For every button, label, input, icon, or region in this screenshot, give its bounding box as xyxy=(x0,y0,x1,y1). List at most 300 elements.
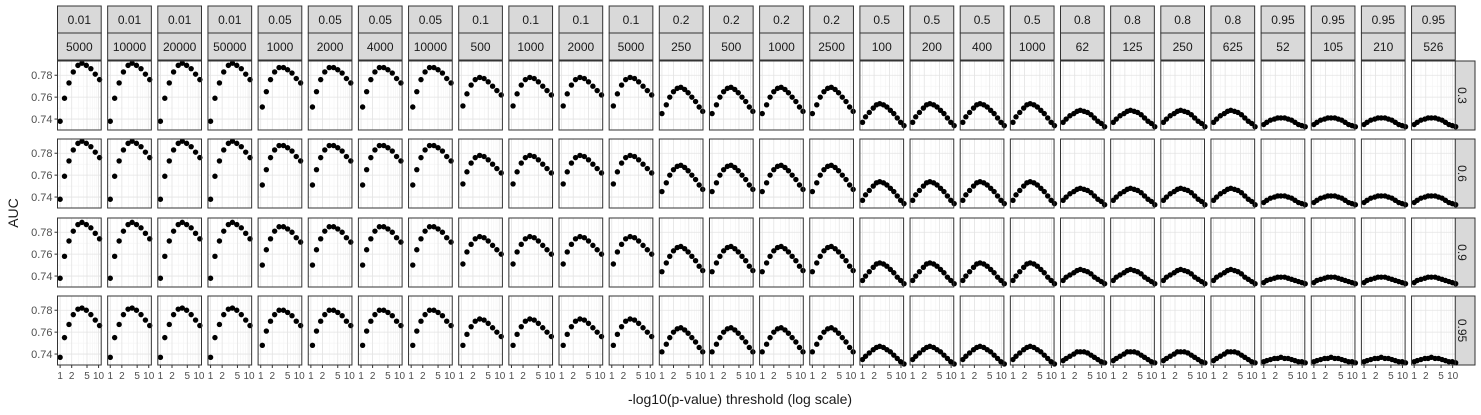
x-tick-label: 5 xyxy=(84,371,90,382)
data-point xyxy=(318,155,323,160)
column-strip-bottom-label: 400 xyxy=(972,40,993,54)
data-point xyxy=(619,324,624,329)
data-point xyxy=(158,119,163,124)
x-tick-label: 5 xyxy=(1237,371,1244,382)
data-point xyxy=(590,83,595,88)
data-point xyxy=(586,79,591,84)
data-point xyxy=(640,83,645,88)
column-strip-bottom-label: 250 xyxy=(1172,40,1193,54)
data-point xyxy=(448,80,453,85)
data-point xyxy=(208,119,213,124)
data-point xyxy=(193,231,198,236)
data-point xyxy=(171,312,176,317)
data-point xyxy=(717,254,722,259)
data-point xyxy=(836,249,841,254)
data-point xyxy=(840,254,845,259)
data-point xyxy=(840,335,845,340)
data-point xyxy=(739,172,744,177)
data-point xyxy=(863,273,868,278)
column-strip-top-label: 0.8 xyxy=(1174,13,1191,27)
column-strip-top-label: 0.95 xyxy=(1421,13,1446,27)
data-point xyxy=(991,111,996,116)
data-point xyxy=(693,258,698,263)
x-tick-label: 10 xyxy=(544,371,556,382)
column-strip-bottom-label: 2000 xyxy=(316,40,344,54)
data-point xyxy=(1042,270,1047,275)
data-point xyxy=(810,269,815,274)
data-point xyxy=(586,321,591,326)
data-point xyxy=(188,66,193,71)
data-point xyxy=(385,145,390,150)
x-tick-label: 2 xyxy=(1372,371,1379,382)
column-strip-bottom-label: 625 xyxy=(1222,40,1243,54)
data-point xyxy=(747,182,752,187)
data-point xyxy=(895,115,900,120)
data-point xyxy=(714,102,719,107)
data-point xyxy=(239,312,244,317)
data-point xyxy=(863,114,868,119)
data-point xyxy=(348,239,353,244)
data-point xyxy=(285,67,290,72)
data-point xyxy=(62,96,67,101)
x-tick-label: 5 xyxy=(435,371,441,382)
data-point xyxy=(594,329,599,334)
data-point xyxy=(314,328,319,333)
data-point xyxy=(143,149,148,154)
data-point xyxy=(418,77,423,82)
x-tick-label: 5 xyxy=(485,371,491,382)
data-point xyxy=(184,308,189,313)
data-point xyxy=(294,318,299,323)
data-point xyxy=(171,228,176,233)
data-point xyxy=(709,349,714,354)
data-point xyxy=(84,222,89,227)
data-point xyxy=(108,197,113,202)
x-tick-label: 1 xyxy=(107,371,114,382)
data-point xyxy=(1010,198,1015,203)
data-point xyxy=(659,349,664,354)
column-strip-top-label: 0.01 xyxy=(117,13,142,27)
data-point xyxy=(847,182,852,187)
data-point xyxy=(540,325,545,330)
column-strip-bottom-label: 500 xyxy=(721,40,742,54)
y-tick-label: 0.78 xyxy=(31,148,53,161)
x-tick-label: 2 xyxy=(169,371,175,382)
column-strip-bottom-label: 105 xyxy=(1323,40,1344,54)
data-point xyxy=(448,158,453,163)
y-tick-label: 0.76 xyxy=(31,92,53,105)
data-point xyxy=(410,262,415,267)
data-point xyxy=(167,158,172,163)
x-tick-label: 1 xyxy=(809,371,816,382)
x-tick-label: 10 xyxy=(1396,371,1409,382)
data-point xyxy=(739,335,744,340)
data-point xyxy=(514,91,519,96)
data-point xyxy=(494,329,499,334)
data-point xyxy=(760,269,765,274)
column-strip-top-label: 0.2 xyxy=(672,13,690,27)
data-point xyxy=(569,82,574,87)
data-point xyxy=(843,339,848,344)
data-point xyxy=(418,318,423,323)
data-point xyxy=(390,313,395,318)
column-strip-bottom-label: 1000 xyxy=(1018,40,1046,54)
data-point xyxy=(435,67,440,72)
x-tick-label: 5 xyxy=(686,371,692,382)
data-point xyxy=(260,262,265,267)
data-point xyxy=(717,94,722,99)
data-point xyxy=(594,247,599,252)
data-point xyxy=(116,80,121,85)
data-point xyxy=(743,99,748,104)
data-point xyxy=(910,198,915,203)
data-point xyxy=(93,149,98,154)
data-point xyxy=(88,312,93,317)
x-tick-label: 5 xyxy=(1337,371,1344,382)
data-point xyxy=(843,177,848,182)
data-point xyxy=(171,147,176,152)
data-point xyxy=(991,270,996,275)
data-point xyxy=(786,90,791,95)
data-point xyxy=(810,111,815,116)
data-point xyxy=(364,328,369,333)
data-point xyxy=(264,89,269,94)
data-point xyxy=(234,141,239,146)
data-point xyxy=(840,172,845,177)
x-tick-label: 2 xyxy=(620,371,627,382)
column-strip-bottom-label: 526 xyxy=(1423,40,1444,54)
data-point xyxy=(519,242,524,247)
x-tick-label: 2 xyxy=(1222,371,1228,382)
x-tick-label: 5 xyxy=(184,371,191,382)
data-point xyxy=(696,263,701,268)
data-point xyxy=(221,312,226,317)
data-point xyxy=(71,69,76,74)
data-point xyxy=(910,278,915,283)
data-point xyxy=(71,228,76,233)
x-tick-label: 2 xyxy=(921,371,928,382)
x-tick-label: 10 xyxy=(1246,371,1258,382)
data-point xyxy=(689,335,694,340)
column-strip-bottom-label: 20000 xyxy=(162,40,197,54)
data-point xyxy=(519,160,524,165)
x-tick-label: 1 xyxy=(960,371,966,382)
data-point xyxy=(917,188,922,193)
data-point xyxy=(913,192,918,197)
x-tick-label: 2 xyxy=(1272,371,1279,382)
data-point xyxy=(917,110,922,115)
data-point xyxy=(1010,278,1015,283)
x-tick-label: 1 xyxy=(1260,371,1267,382)
data-point xyxy=(167,238,172,243)
data-point xyxy=(298,323,303,328)
data-point xyxy=(167,322,172,327)
x-tick-label: 5 xyxy=(1388,371,1394,382)
x-tick-label: 1 xyxy=(759,371,766,382)
data-point xyxy=(188,312,193,317)
column-strip-top-label: 0.01 xyxy=(218,13,242,27)
x-tick-label: 1 xyxy=(1210,371,1217,382)
data-point xyxy=(743,339,748,344)
x-tick-label: 2 xyxy=(269,371,276,382)
data-point xyxy=(121,312,126,317)
data-point xyxy=(565,91,570,96)
data-point xyxy=(460,181,465,186)
data-point xyxy=(93,71,98,76)
data-point xyxy=(664,102,669,107)
data-point xyxy=(891,111,896,116)
data-point xyxy=(193,149,198,154)
x-tick-label: 10 xyxy=(644,371,656,382)
data-point xyxy=(995,193,1000,198)
data-point xyxy=(599,170,604,175)
data-point xyxy=(121,69,126,74)
x-tick-label: 5 xyxy=(385,371,391,382)
x-tick-label: 1 xyxy=(458,371,465,382)
data-point xyxy=(486,79,491,84)
data-point xyxy=(134,63,139,68)
data-point xyxy=(510,181,515,186)
data-point xyxy=(514,249,519,254)
data-point xyxy=(410,343,415,348)
data-point xyxy=(57,276,62,281)
data-point xyxy=(368,318,373,323)
x-tick-label: 1 xyxy=(358,371,364,382)
data-point xyxy=(689,254,694,259)
data-point xyxy=(967,110,972,115)
data-point xyxy=(540,83,545,88)
data-point xyxy=(789,172,794,177)
data-point xyxy=(414,167,419,172)
data-point xyxy=(344,154,349,159)
x-tick-label: 10 xyxy=(143,371,155,382)
data-point xyxy=(339,70,344,75)
data-point xyxy=(344,318,349,323)
x-tick-label: 1 xyxy=(608,371,615,382)
data-point xyxy=(693,339,698,344)
data-point xyxy=(945,115,950,120)
data-point xyxy=(549,92,554,97)
data-point xyxy=(440,230,445,235)
x-tick-label: 10 xyxy=(93,371,105,382)
data-point xyxy=(714,260,719,265)
y-tick-label: 0.76 xyxy=(31,249,53,262)
data-point xyxy=(184,141,189,146)
data-point xyxy=(221,69,226,74)
data-point xyxy=(143,317,148,322)
data-point xyxy=(212,335,217,340)
data-point xyxy=(867,110,872,115)
data-point xyxy=(645,329,650,334)
data-point xyxy=(310,104,315,109)
data-point xyxy=(221,147,226,152)
x-tick-label: 1 xyxy=(157,371,164,382)
y-tick-label: 0.76 xyxy=(31,170,53,183)
data-point xyxy=(418,155,423,160)
data-point xyxy=(272,69,277,74)
data-point xyxy=(486,238,491,243)
data-point xyxy=(360,104,365,109)
data-point xyxy=(193,317,198,322)
data-point xyxy=(797,263,802,268)
data-point xyxy=(322,312,327,317)
data-point xyxy=(390,230,395,235)
data-point xyxy=(667,172,672,177)
data-point xyxy=(84,308,89,313)
data-point xyxy=(649,334,654,339)
x-tick-label: 2 xyxy=(219,371,225,382)
column-strip-top-label: 0.05 xyxy=(418,13,443,27)
data-point xyxy=(88,225,93,230)
data-point xyxy=(217,322,222,327)
data-point xyxy=(586,238,591,243)
column-strip-bottom-label: 10000 xyxy=(413,40,448,54)
data-point xyxy=(709,269,714,274)
data-point xyxy=(764,102,769,107)
data-point xyxy=(162,335,167,340)
data-point xyxy=(818,172,823,177)
data-point xyxy=(847,345,852,350)
data-point xyxy=(422,312,427,317)
data-point xyxy=(867,269,872,274)
data-point xyxy=(709,111,714,116)
data-point xyxy=(264,167,269,172)
data-point xyxy=(460,343,465,348)
column-strip-top-label: 0.2 xyxy=(722,13,740,27)
data-point xyxy=(444,318,449,323)
row-strip-label: 0.6 xyxy=(1455,165,1469,182)
data-point xyxy=(941,270,946,275)
data-point xyxy=(243,317,248,322)
data-point xyxy=(398,323,403,328)
data-point xyxy=(536,238,541,243)
data-point xyxy=(272,228,277,233)
data-point xyxy=(764,341,769,346)
x-tick-label: 1 xyxy=(207,371,214,382)
data-point xyxy=(171,69,176,74)
data-point xyxy=(468,82,473,87)
data-point xyxy=(372,147,377,152)
column-strip-top-label: 0.01 xyxy=(167,13,192,27)
data-point xyxy=(260,182,265,187)
data-point xyxy=(444,154,449,159)
data-point xyxy=(536,79,541,84)
x-tick-label: 5 xyxy=(234,371,241,382)
data-point xyxy=(268,236,273,241)
column-strip-bottom-label: 50000 xyxy=(213,40,247,54)
data-point xyxy=(611,261,616,266)
x-tick-label: 5 xyxy=(736,371,742,382)
data-point xyxy=(385,310,390,315)
data-point xyxy=(62,174,67,179)
data-point xyxy=(314,247,319,252)
x-tick-label: 2 xyxy=(670,371,677,382)
data-point xyxy=(514,332,519,337)
data-point xyxy=(360,262,365,267)
data-point xyxy=(891,189,896,194)
data-point xyxy=(1017,188,1022,193)
data-point xyxy=(767,172,772,177)
data-point xyxy=(468,242,473,247)
column-strip-bottom-label: 2000 xyxy=(567,40,595,54)
x-tick-label: 10 xyxy=(393,371,406,382)
data-point xyxy=(797,182,802,187)
x-tick-label: 1 xyxy=(558,371,565,382)
x-tick-label: 5 xyxy=(936,371,943,382)
data-point xyxy=(913,114,918,119)
data-point xyxy=(536,321,541,326)
data-point xyxy=(360,343,365,348)
x-tick-label: 2 xyxy=(1122,371,1128,382)
data-point xyxy=(895,193,900,198)
data-point xyxy=(66,80,71,85)
data-point xyxy=(696,104,701,109)
data-point xyxy=(294,235,299,240)
data-point xyxy=(544,88,549,93)
data-point xyxy=(645,166,650,171)
data-point xyxy=(789,94,794,99)
data-point xyxy=(298,80,303,85)
x-tick-label: 5 xyxy=(786,371,792,382)
data-point xyxy=(818,335,823,340)
data-point xyxy=(549,334,554,339)
x-tick-label: 2 xyxy=(1422,371,1429,382)
x-tick-label: 10 xyxy=(845,371,857,382)
data-point xyxy=(519,82,524,87)
data-point xyxy=(836,90,841,95)
data-point xyxy=(615,332,620,337)
data-point xyxy=(843,99,848,104)
data-point xyxy=(599,92,604,97)
x-tick-label: 5 xyxy=(1137,371,1143,382)
data-point xyxy=(364,89,369,94)
data-point xyxy=(490,243,495,248)
data-point xyxy=(499,334,504,339)
data-point xyxy=(188,225,193,230)
data-point xyxy=(410,182,415,187)
data-point xyxy=(836,331,841,336)
column-strip-bottom-label: 4000 xyxy=(366,40,394,54)
data-point xyxy=(212,96,217,101)
data-point xyxy=(112,254,117,259)
data-point xyxy=(289,230,294,235)
data-point xyxy=(368,236,373,241)
data-point xyxy=(112,96,117,101)
x-tick-label: 1 xyxy=(1361,371,1367,382)
data-point xyxy=(208,276,213,281)
data-point xyxy=(1017,110,1022,115)
data-point xyxy=(736,249,741,254)
data-point xyxy=(1010,120,1015,125)
data-point xyxy=(398,158,403,163)
row-strip-label: 0.9 xyxy=(1455,244,1469,261)
x-tick-label: 1 xyxy=(408,371,414,382)
y-tick-label: 0.74 xyxy=(31,271,53,284)
data-point xyxy=(499,170,504,175)
x-tick-label: 10 xyxy=(1296,371,1308,382)
data-point xyxy=(619,242,624,247)
data-point xyxy=(121,228,126,233)
data-point xyxy=(863,192,868,197)
data-point xyxy=(590,325,595,330)
data-point xyxy=(561,103,566,108)
x-tick-label: 10 xyxy=(243,371,255,382)
column-strip-top-label: 0.2 xyxy=(823,13,840,27)
data-point xyxy=(490,325,495,330)
data-point xyxy=(685,331,690,336)
data-point xyxy=(264,247,269,252)
data-point xyxy=(66,238,71,243)
